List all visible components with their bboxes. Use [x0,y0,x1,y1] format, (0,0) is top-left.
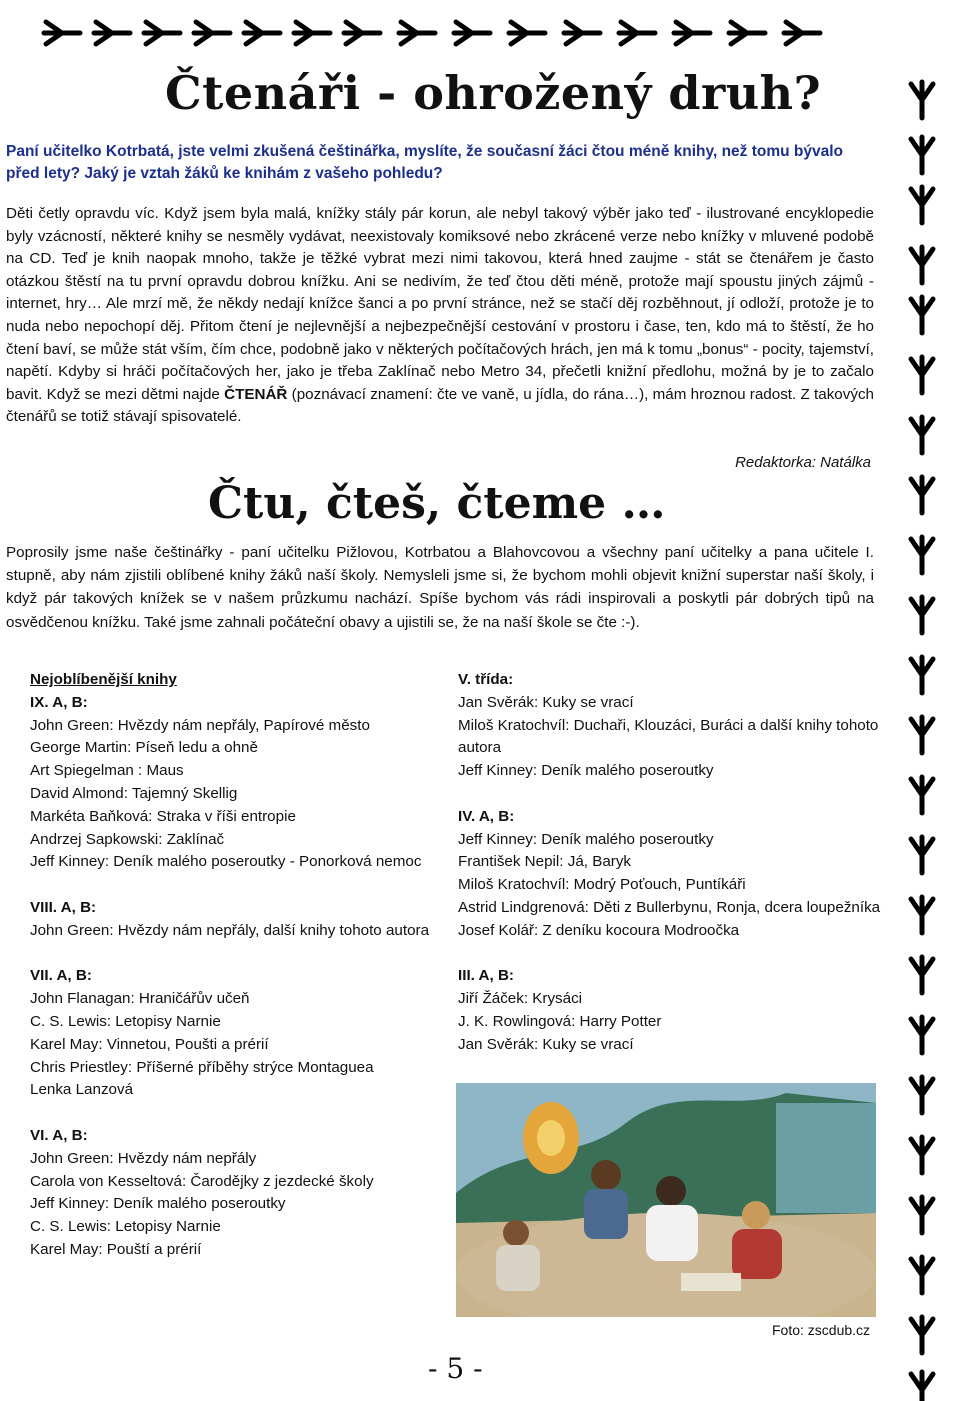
book-item: John Green: Hvězdy nám nepřály [30,1149,257,1167]
book-item: John Green: Hvězdy nám nepřály, Papírové město [30,716,370,734]
bird-track-icon [907,893,937,937]
book-item: Jan Svěrák: Kuky se vrací [458,693,634,711]
grade-heading: III. A, B: [458,967,514,985]
grade-heading: VI. A, B: [30,1126,88,1144]
bird-track-icon [907,413,937,457]
second-article-title: Čtu, čteš, čteme … [208,478,666,529]
book-item: František Nepil: Já, Baryk [458,853,632,871]
section-gap [30,1102,440,1125]
grade-heading: IV. A, B: [458,807,515,825]
book-item: C. S. Lewis: Letopisy Narnie [30,1012,221,1030]
bird-track-icon [907,533,937,577]
book-item: George Martin: Píseň ledu a ohně [30,739,258,757]
bird-track-icon [395,18,439,48]
interview-question: Paní učitelko Kotrbatá, jste velmi zkušená češtinářka, myslíte, že současní žáci čtou méně knihy, než tomu bývalo před lety? Jaký je vztah žáků ke knihám z vašeho pohledu? [6,143,843,182]
book-item: Karel May: Pouští a prérií [30,1240,202,1258]
section-gap [30,943,440,966]
book-item: Jeff Kinney: Deník malého poseroutky [30,1195,286,1213]
bird-track-icon [907,1368,937,1401]
grade-heading: VII. A, B: [30,967,92,985]
photo-credit: Foto: zscdub.cz [772,1322,871,1338]
bird-track-icon [907,1313,937,1357]
bird-track-icon [907,183,937,227]
answer-text-end: (poznávací znamení: čte ve vaně, u jídla, do rána…), mám hroznou radost. Z takových čtenářů se totiž stávají spisovatelé. [6,385,874,426]
book-item: C. S. Lewis: Letopisy Narnie [30,1218,221,1236]
books-right-column [458,669,888,1057]
book-item: Josef Kolář: Z deníku kocoura Modroočka [458,921,740,939]
book-item: Jan Svěrák: Kuky se vrací [458,1035,634,1053]
bird-track-icon [670,18,714,48]
bird-track-icon [907,293,937,337]
bird-track-icon [907,773,937,817]
bird-track-icon [725,18,769,48]
book-item: Jiří Žáček: Krysáci [458,990,583,1008]
bird-track-icon [907,1193,937,1237]
bird-track-icon [615,18,659,48]
bird-track-icon [140,18,184,48]
bird-track-icon [907,133,937,177]
bird-track-icon [907,593,937,637]
book-item: Jeff Kinney: Deník malého poseroutky [458,762,714,780]
second-article-intro: Poprosily jsme naše češtinářky - paní učitelku Pižlovou, Kotrbatou a Blahovcovou a všechny paní učitelky a pana učitele I. stupně, aby nám zjistili oblíbené knihy žáků naší školy. Nemysleli jsme si, že bychom mohli objevit knižní superstar naší školy, i když pár takových knížek se v našem průzkumu nachází. Spíše bychom vás rádi inspirovali a poskytli pár dobrých tipů na osvědčenou knížku. Také jsme zahnali počáteční obavy a ujistili se, že na naší škole se čte :-). [6,544,874,631]
book-item: Markéta Baňková: Straka v říši entropie [30,807,296,825]
section-gap [458,783,888,806]
book-item: Chris Priestley: Příšerné příběhy strýce Montaguea [30,1058,374,1076]
book-item: John Flanagan: Hraničářův učeň [30,990,250,1008]
book-item: Andrzej Sapkowski: Zaklínač [30,830,225,848]
bird-track-icon [40,18,84,48]
section-gap [458,943,888,966]
book-item: Karel May: Vinnetou, Poušti a prérií [30,1035,269,1053]
bird-track-icon [907,473,937,517]
bird-track-icon [290,18,334,48]
books-left-column [30,669,440,1262]
article-author: Redaktorka: Natálka [735,454,871,471]
book-item: Miloš Kratochvíl: Duchaři, Klouzáci, Buráci a další knihy tohoto autora [458,716,879,757]
bird-track-icon [907,243,937,287]
grade-heading: V. třída: [458,671,514,688]
page-number: - 5 - [428,1352,483,1385]
book-item: Jeff Kinney: Deník malého poseroutky - Ponorková nemoc [30,853,422,871]
bird-track-icon [907,713,937,757]
answer-text-start: Děti četly opravdu víc. Když jsem byla malá, knížky stály pár korun, ale nebyl takový výběr jako teď - ilustrované encyklopedie byly vzácností, některé knihy se nesměly vydávat, neexistovaly komiksové nebo zkrácené verze nebo knížky v mluvené podobě na CD. Teď je knih naopak mnoho, takže je těžké vybrat mezi nimi takovou, která hned zaujme - stát se čtenářem je často otázkou štěstí na tu první opravdu dobrou knížku. Ani se nedivím, že teď čtou děti méně, protože mají spoustu jiných zájmů - internet, hry… Ale mrzí mě, že někdy nedají knížce šanci a po první stránce, než se stačí děj rozběhnout, jí odloží, protože je to nuda nebo nepochopí děj. Přitom čtení je nejlevnější a nejbezpečnější cestování v prostoru i čase, ten, kdo má to štěstí, že ho čtení baví, se může stát vším, čím chce, podobně jako v některých počítačových hrách, jen má k tomu „bonus“ - pocity, tajemství, napětí. Kdyby si hráči počítačových her, jako je třeba Zaklínač nebo Metro 34, přečetli knižní předlohu, možná by je to začalo bavit. Když se mezi dětmi najde [6,205,874,403]
bird-track-icon [240,18,284,48]
bird-track-icon [340,18,384,48]
bird-track-icon [450,18,494,48]
interview-answer [6,203,874,429]
bird-track-icon [560,18,604,48]
book-item: Lenka Lanzová [30,1081,134,1099]
children-reading-photo [456,1083,876,1317]
books-heading: Nejoblíbenější knihy [30,671,177,688]
bird-track-icon [90,18,134,48]
bird-track-icon [907,1013,937,1057]
bird-track-icon [907,1253,937,1297]
book-item: John Green: Hvězdy nám nepřály, další knihy tohoto autora [30,921,430,939]
section-gap [30,874,440,897]
bird-track-icon [907,78,937,122]
book-item: Art Spiegelman : Maus [30,762,184,780]
bird-track-icon [907,1133,937,1177]
bird-track-icon [907,353,937,397]
book-item: Miloš Kratochvíl: Modrý Poťouch, Puntíkáři [458,876,746,894]
bird-track-icon [780,18,824,48]
book-item: Jeff Kinney: Deník malého poseroutky [458,830,714,848]
answer-emphasis: ČTENÁŘ [224,385,288,403]
bird-track-icon [190,18,234,48]
bird-track-icon [907,833,937,877]
grade-heading: IX. A, B: [30,693,88,711]
grade-heading: VIII. A, B: [30,898,97,916]
bird-track-icon [907,1073,937,1117]
bird-track-icon [907,953,937,997]
book-item: J. K. Rowlingová: Harry Potter [458,1012,662,1030]
bird-track-icon [907,653,937,697]
article-title: Čtenáři - ohrožený druh? [165,66,822,120]
book-item: Astrid Lindgrenová: Děti z Bullerbynu, Ronja, dcera loupežníka [458,898,881,916]
book-item: David Almond: Tajemný Skellig [30,784,238,802]
book-item: Carola von Kesseltová: Čarodějky z jezdecké školy [30,1172,374,1190]
bird-track-icon [505,18,549,48]
